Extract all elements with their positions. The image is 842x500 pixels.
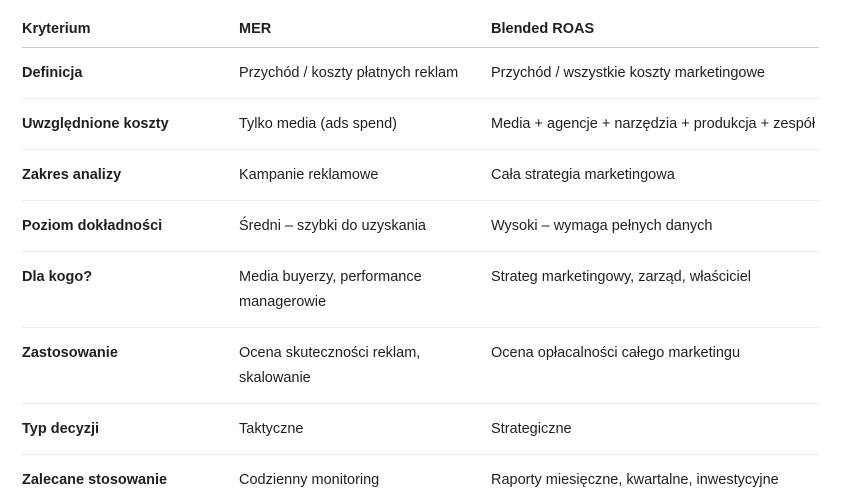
criterion-cell: Zastosowanie — [22, 328, 239, 404]
header-criterion: Kryterium — [22, 11, 239, 48]
mer-cell: Codzienny monitoring — [239, 472, 380, 488]
blended-roas-cell: Media + agencje + narzędzia + produkcja + zespół — [491, 99, 819, 150]
table-row — [22, 404, 819, 455]
table-body — [22, 48, 819, 500]
table-row — [22, 252, 819, 328]
blended-roas-cell: Raporty miesięczne, kwartalne, inwestycyjne — [491, 472, 779, 488]
mer-cell: Taktyczne — [239, 404, 491, 455]
comparison-table — [22, 11, 819, 500]
mer-cell: Średni – szybki do uzyskania — [239, 201, 491, 252]
mer-cell: Ocena skuteczności reklam, skalowanie — [239, 328, 491, 404]
mer-cell: Tylko media (ads spend) — [239, 99, 491, 150]
table-row — [22, 48, 819, 99]
blended-roas-cell: Przychód / wszystkie koszty marketingowe — [491, 48, 819, 99]
blended-roas-cell: Cała strategia marketingowa — [491, 150, 819, 201]
mer-cell: Przychód / koszty płatnych reklam — [239, 48, 491, 99]
header-blended-roas: Blended ROAS — [491, 11, 819, 48]
criterion-cell: Typ decyzji — [22, 404, 239, 455]
table-row — [22, 328, 819, 404]
header-mer: MER — [239, 11, 491, 48]
table-row — [22, 455, 819, 500]
criterion-cell: Uwzględnione koszty — [22, 99, 239, 150]
criterion-cell: Zakres analizy — [22, 150, 239, 201]
mer-cell: Kampanie reklamowe — [239, 150, 491, 201]
table-header — [22, 11, 819, 48]
criterion-cell: Dla kogo? — [22, 252, 239, 328]
table-row — [22, 150, 819, 201]
blended-roas-cell: Ocena opłacalności całego marketingu — [491, 328, 819, 404]
table-row — [22, 201, 819, 252]
criterion-cell: Poziom dokładności — [22, 201, 239, 252]
mer-cell: Media buyerzy, performance managerowie — [239, 252, 491, 328]
header-row — [22, 11, 819, 48]
criterion-cell: Zalecane stosowanie — [22, 472, 168, 488]
criterion-cell: Definicja — [22, 48, 239, 99]
blended-roas-cell: Strateg marketingowy, zarząd, właściciel — [491, 252, 819, 328]
table-row — [22, 99, 819, 150]
blended-roas-cell: Strategiczne — [491, 404, 819, 455]
blended-roas-cell: Wysoki – wymaga pełnych danych — [491, 201, 819, 252]
